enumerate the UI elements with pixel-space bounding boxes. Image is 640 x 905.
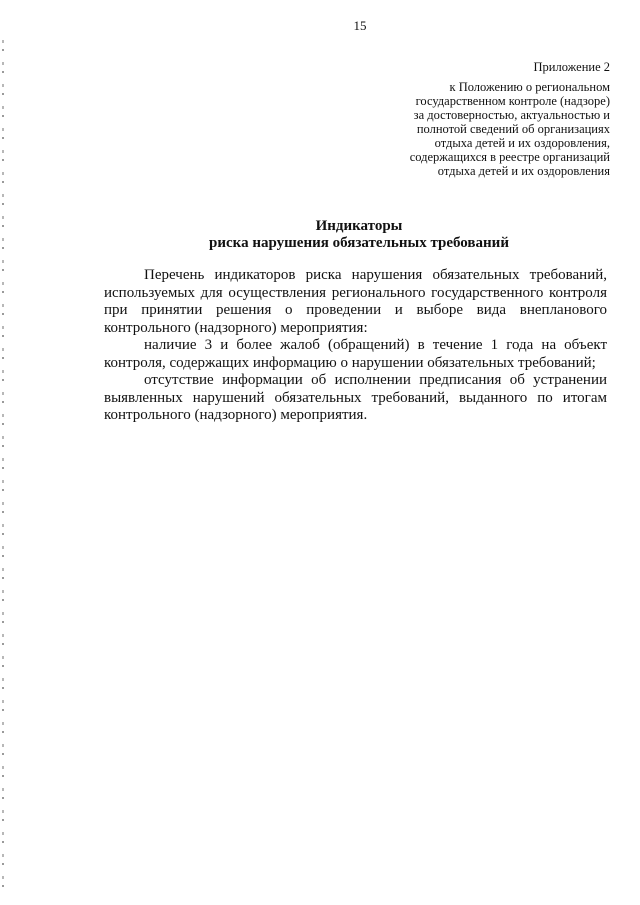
page-number: 15 xyxy=(353,18,367,33)
appendix-line: к Положению о региональном xyxy=(449,80,610,94)
appendix-block xyxy=(370,60,610,178)
appendix-line: отдыха детей и их оздоровления, xyxy=(434,136,610,150)
heading-line-2: риска нарушения обязательных требований xyxy=(209,235,509,251)
document-heading xyxy=(100,218,618,252)
paragraph-indicator-complaints: наличие 3 и более жалоб (обращений) в течение 1 года на объект контроля, содержащих информацию о нарушении обязательных требований; xyxy=(104,337,607,371)
appendix-line: отдыха детей и их оздоровления xyxy=(437,164,610,178)
appendix-line: государственном контроле (надзоре) xyxy=(415,94,610,108)
appendix-line: содержащихся в реестре организаций xyxy=(409,150,610,164)
heading-line-1: Индикаторы xyxy=(315,218,403,234)
document-body xyxy=(104,267,607,425)
appendix-title: Приложение 2 xyxy=(533,60,610,74)
appendix-line: полнотой сведений об организациях xyxy=(416,122,610,136)
paragraph-indicator-prescription: отсутствие информации об исполнении предписания об устранении выявленных нарушений обязательных требований, выданного по итогам контрольного (надзорного) мероприятия. xyxy=(104,372,607,423)
scan-edge-artifact xyxy=(2,40,4,890)
appendix-line: за достоверностью, актуальностью и xyxy=(413,108,610,122)
paragraph-intro: Перечень индикаторов риска нарушения обязательных требований, используемых для осуществления регионального государственного контроля при принятии решения о проведении и выборе вида внепланового контрольного (надзорного) мероприятия: xyxy=(104,267,607,336)
